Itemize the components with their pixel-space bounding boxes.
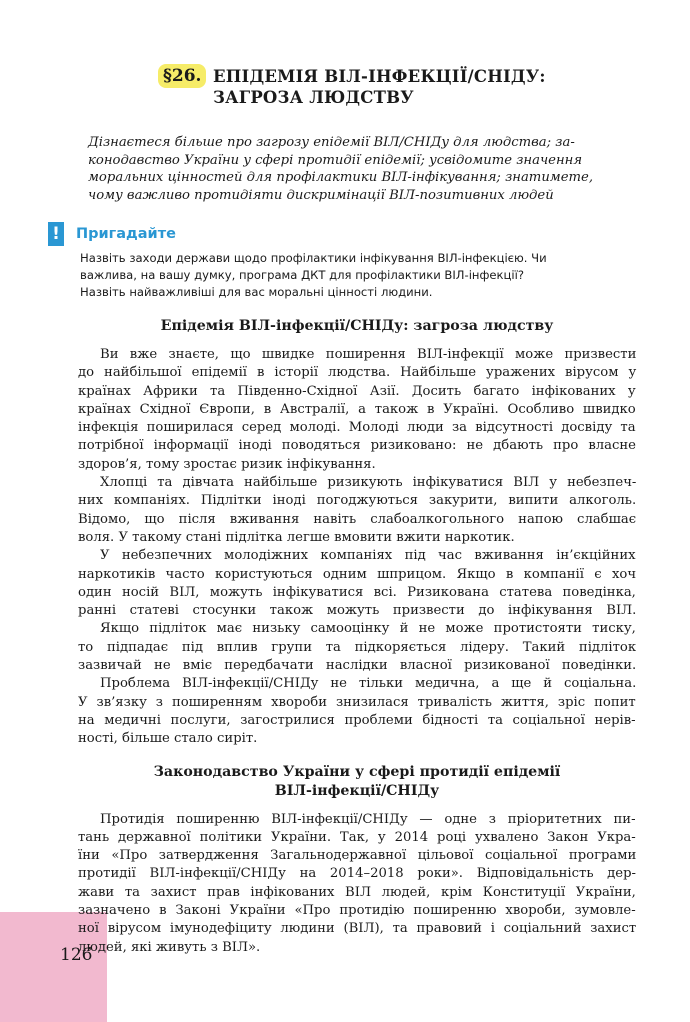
body-line: на медичні послуги, загострилися проблеми бідності та соціальної нерів- — [78, 712, 636, 728]
remember-line: Назвіть заходи держави щодо профілактики інфікування ВІЛ-інфекцією. Чи — [80, 251, 547, 265]
body-line: людей, які живуть з ВІЛ». — [78, 939, 261, 955]
body-line: країнах Африки та Південно-Східної Азії. Досить багато інфікованих у — [78, 383, 636, 399]
body-line: Якщо підліток має низьку самооцінку й не може протистояти тиску, — [100, 621, 636, 637]
chapter-title-line1: ЕПІДЕМІЯ ВІЛ-ІНФЕКЦІЇ/СНІДУ: — [213, 67, 546, 86]
intro-line: моральних цінностей для профілактики ВІЛ-інфікування; знатимете, — [88, 170, 594, 185]
section-title — [78, 763, 636, 801]
remember-questions — [80, 250, 636, 301]
remember-header — [48, 222, 636, 246]
intro-line: Дізнаєтеся більше про загрозу епідемії ВІЛ/СНІДу для людства; за- — [88, 135, 575, 150]
body-line: ранні статеві стосунки також можуть призвести до інфікування ВІЛ. — [78, 603, 637, 619]
body-line: здоров’я, тому зростає ризик інфікування. — [78, 456, 376, 472]
body-line: зазначено в Законі України «Про протидію поширенню хвороби, зумовле- — [78, 903, 636, 919]
section-title — [78, 317, 636, 336]
body-line: то підпадає під вплив групи та підкоряється лідеру. Такий підліток — [78, 639, 637, 655]
remember-title: Пригадайте — [76, 226, 176, 242]
chapter-title-line2: ЗАГРОЗА ЛЮДСТВУ — [213, 88, 414, 107]
body-line: один носій ВІЛ, можуть інфікуватися всі. Ризикована статева поведінка, — [78, 584, 636, 600]
intro-line: конодавство України у сфері протидії епідемії; усвідомите значення — [88, 152, 583, 168]
body-line: воля. У такому стані підлітка легше вмовити вжити наркотик. — [78, 529, 515, 545]
page-number: 126 — [60, 945, 93, 965]
remember-line: важлива, на вашу думку, програма ДКТ для профілактики ВІЛ-інфекції? — [80, 268, 525, 282]
remember-line: Назвіть найважливіші для вас моральні цінності людини. — [80, 285, 433, 299]
body-line: зазвичай не вміє передбачати наслідки власної ризикованої поведінки. — [78, 658, 637, 674]
chapter-intro — [88, 134, 636, 204]
body-line: ної вірусом імунодефіциту людини (ВІЛ), та правовий і соціальний захист — [78, 921, 637, 937]
chapter-number: §26. — [158, 64, 206, 88]
body-line: протидії ВІЛ-інфекції/СНІДу на 2014–2018 роки». Відповідальність дер- — [78, 866, 637, 882]
chapter-title — [88, 66, 636, 114]
body-line: їни «Про затвердження Загальнодержавної цільової соціальної програми — [78, 848, 637, 864]
body-line: Відомо, що після вживання навіть слабоалкогольного напою слабшає — [78, 511, 637, 527]
body-line: У небезпечних молодіжних компаніях під час вживання ін’єкційних — [100, 548, 636, 564]
body-line: Хлопці та дівчата найбільше ризикують інфікуватися ВІЛ у небезпеч- — [100, 475, 637, 491]
body-line: країнах Східної Європи, в Австралії, а також в Україні. Особливо швидко — [78, 401, 636, 417]
body-line: ності, більше стало сиріт. — [78, 731, 258, 747]
body-line: до найбільшої епідемії в історії людства. Найбільше уражених вірусом у — [78, 365, 637, 381]
section-title-line2: ВІЛ-інфекції/СНІДу — [274, 782, 440, 799]
body-line: наркотиків часто користуються одним шприцом. Якщо в компанії є хоч — [78, 566, 637, 582]
body-line: Ви вже знаєте, що швидке поширення ВІЛ-інфекції може призвести — [100, 347, 637, 362]
chapter-heading — [213, 66, 546, 108]
body-line: них компаніях. Підлітки іноді погоджуються закурити, випити алкоголь. — [78, 493, 637, 509]
body-line: Протидія поширенню ВІЛ-інфекції/СНІДу — одне з пріоритетних пи- — [100, 811, 636, 827]
section-title-line1: Законодавство України у сфері протидії епідемії — [153, 763, 561, 780]
section-body — [78, 811, 636, 957]
body-line: У зв’язку з поширенням хвороби знизилася тривалість життя, зріс попит — [78, 694, 636, 710]
intro-line: чому важливо протидіяти дискримінації ВІЛ-позитивних людей — [88, 187, 554, 203]
exclamation-icon: ! — [48, 222, 64, 246]
body-line: інфекція поширилася серед молоді. Молоді люди за відсутності досвіду та — [78, 420, 636, 436]
body-line: тань державної політики України. Так, у 2014 році ухвалено Закон Укра- — [78, 829, 636, 845]
section-body — [78, 346, 636, 749]
body-line: потрібної інформації іноді поводяться ризиковано: не дбають про власне — [78, 438, 636, 454]
body-line: жави та захист прав інфікованих ВІЛ людей, крім Конституції України, — [78, 884, 636, 900]
section-title-text: Епідемія ВІЛ-інфекції/СНІДу: загроза людству — [160, 318, 554, 334]
body-line: Проблема ВІЛ-інфекції/СНІДу не тільки медична, а ще й соціальна. — [100, 676, 637, 692]
